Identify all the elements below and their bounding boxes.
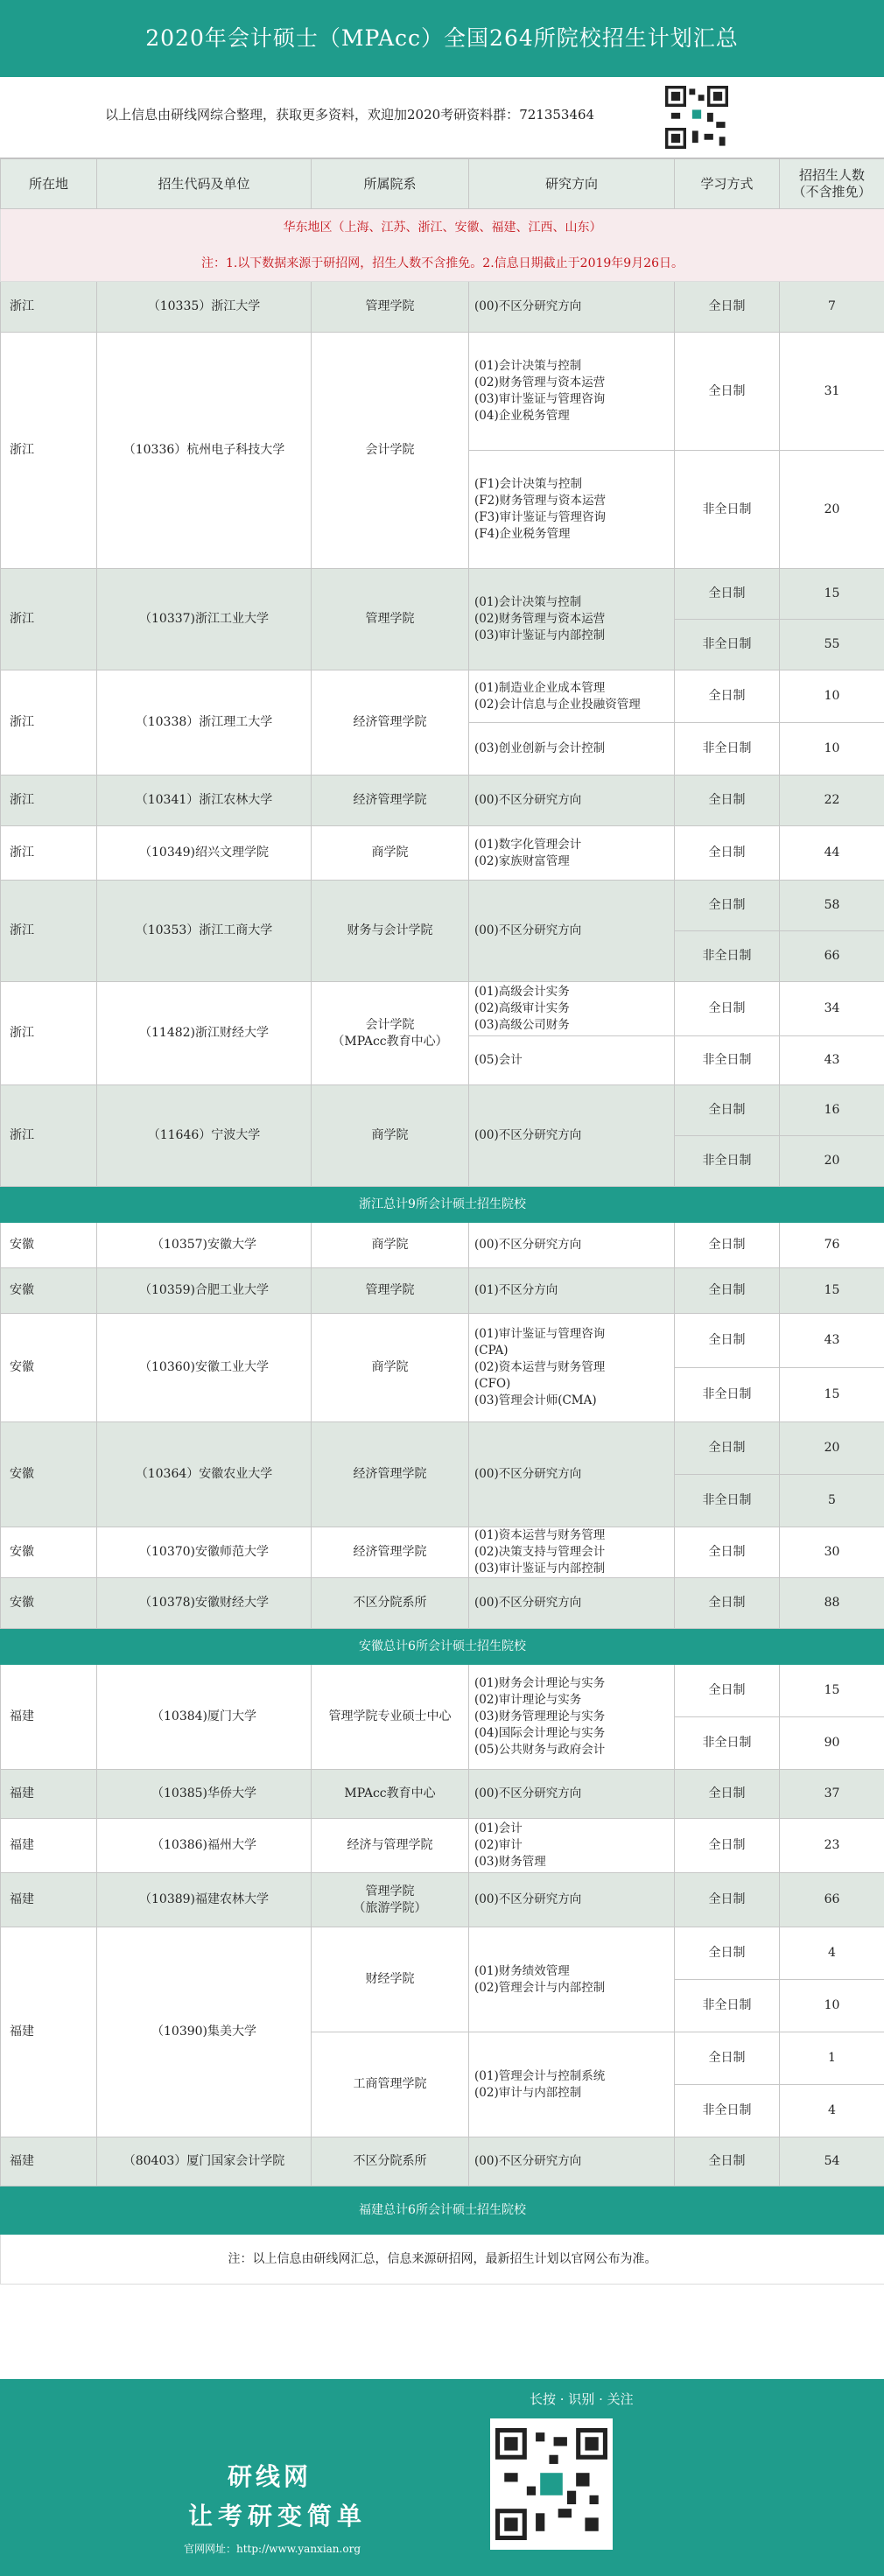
table-cell-dept: 经济管理学院 [312, 670, 469, 776]
table-cell-mode: 全日制 [675, 1873, 780, 1927]
table-cell-loc: 浙江 [1, 881, 97, 982]
table-cell-mode: 非全日制 [675, 723, 780, 776]
table-cell-mode: 非全日制 [675, 620, 780, 670]
table-cell-dir: (01)高级会计实务 (02)高级审计实务 (03)高级公司财务 [469, 982, 675, 1036]
qr-code-icon [665, 86, 728, 149]
table-cell-mode: 全日制 [675, 1268, 780, 1314]
table-cell-dir: (01)管理会计与控制系统 (02)审计与内部控制 [469, 2032, 675, 2137]
table-cell-loc: 安徽 [1, 1527, 97, 1578]
table-cell-count: 54 [780, 2137, 884, 2186]
table-cell-mode: 全日制 [675, 1085, 780, 1136]
table-cell-loc: 浙江 [1, 982, 97, 1085]
region-note: 注：1.以下数据来源于研招网，招生人数不含推免。2.信息日期截止于2019年9月26日。 [1, 246, 884, 282]
table-cell-count: 7 [780, 282, 884, 333]
table-cell-dept: 商学院 [312, 1314, 469, 1422]
table-cell-count: 58 [780, 881, 884, 931]
table-cell-count: 10 [780, 670, 884, 723]
table-cell-dept: 财经学院 [312, 1927, 469, 2032]
table-cell-dir: (00)不区分研究方向 [469, 1770, 675, 1819]
table-cell-unit: （10336）杭州电子科技大学 [97, 333, 312, 569]
table-cell-mode: 全日制 [675, 1527, 780, 1578]
table-cell-count: 1 [780, 2032, 884, 2085]
table-cell-loc: 浙江 [1, 333, 97, 569]
table-cell-unit: （10384)厦门大学 [97, 1665, 312, 1770]
table-cell-loc: 安徽 [1, 1314, 97, 1422]
table-cell-mode: 全日制 [675, 982, 780, 1036]
table-cell-loc: 浙江 [1, 776, 97, 826]
summary-fujian: 福建总计6所会计硕士招生院校 [1, 2186, 884, 2235]
table-cell-dept: 会计学院 （MPAcc教育中心） [312, 982, 469, 1085]
header-dept: 所属院系 [312, 159, 469, 209]
table-cell-dir: (01)审计鉴证与管理咨询 (CPA) (02)资本运营与财务管理 (CFO) (03)管理会计师(CMA) [469, 1314, 675, 1422]
table-cell-unit: （10338）浙江理工大学 [97, 670, 312, 776]
table-cell-mode: 非全日制 [675, 1717, 780, 1770]
table-cell-unit: （80403）厦门国家会计学院 [97, 2137, 312, 2186]
table-cell-loc: 安徽 [1, 1268, 97, 1314]
table-cell-mode: 非全日制 [675, 1036, 780, 1085]
table-cell-count: 66 [780, 1873, 884, 1927]
table-cell-count: 20 [780, 1136, 884, 1187]
table-cell-loc: 福建 [1, 1819, 97, 1873]
table-cell-loc: 浙江 [1, 1085, 97, 1187]
table-cell-mode: 全日制 [675, 1422, 780, 1475]
page-title: 2020年会计硕士（MPAcc）全国264所院校招生计划汇总 [0, 0, 884, 77]
table-cell-count: 55 [780, 620, 884, 670]
footer-banner [0, 2379, 884, 2576]
table-cell-dir: (F1)会计决策与控制 (F2)财务管理与资本运营 (F3)审计鉴证与管理咨询 (F4)企业税务管理 [469, 451, 675, 569]
header-count: 招招生人数 （不含推免） [780, 159, 884, 209]
table-cell-dir: (01)会计决策与控制 (02)财务管理与资本运营 (03)审计鉴证与管理咨询 (04)企业税务管理 [469, 333, 675, 451]
table-cell-count: 31 [780, 333, 884, 451]
table-cell-mode: 非全日制 [675, 451, 780, 569]
header-location: 所在地 [1, 159, 97, 209]
table-cell-loc: 浙江 [1, 670, 97, 776]
table-cell-mode: 全日制 [675, 282, 780, 333]
table-cell-count: 10 [780, 723, 884, 776]
table-cell-dept: 经济管理学院 [312, 1422, 469, 1527]
table-cell-mode: 全日制 [675, 881, 780, 931]
table-cell-dept: 管理学院专业硕士中心 [312, 1665, 469, 1770]
table-cell-unit: （10357)安徽大学 [97, 1223, 312, 1268]
table-cell-count: 76 [780, 1223, 884, 1268]
table-cell-mode: 全日制 [675, 670, 780, 723]
table-cell-dept: MPAcc教育中心 [312, 1770, 469, 1819]
table-cell-dir: (00)不区分研究方向 [469, 881, 675, 982]
table-cell-mode: 全日制 [675, 1314, 780, 1368]
table-cell-loc: 福建 [1, 1665, 97, 1770]
table-cell-mode: 非全日制 [675, 2085, 780, 2137]
table-cell-mode: 全日制 [675, 2032, 780, 2085]
table-cell-loc: 浙江 [1, 282, 97, 333]
table-cell-dept: 商学院 [312, 1085, 469, 1187]
table-cell-dir: (00)不区分研究方向 [469, 1223, 675, 1268]
table-cell-unit: （10337)浙江工业大学 [97, 569, 312, 670]
follow-text: 长按 · 识别 · 关注 [530, 2391, 634, 2407]
table-cell-count: 22 [780, 776, 884, 826]
table-cell-mode: 全日制 [675, 1819, 780, 1873]
table-cell-dir: (01)财务绩效管理 (02)管理会计与内部控制 [469, 1927, 675, 2032]
table-cell-mode: 全日制 [675, 1770, 780, 1819]
table-cell-unit: （10370)安徽师范大学 [97, 1527, 312, 1578]
table-cell-mode: 全日制 [675, 1578, 780, 1629]
table-cell-count: 90 [780, 1717, 884, 1770]
table-cell-dept: 经济与管理学院 [312, 1819, 469, 1873]
table-cell-dir: (00)不区分研究方向 [469, 2137, 675, 2186]
table-cell-count: 34 [780, 982, 884, 1036]
table-cell-dept: 不区分院系所 [312, 1578, 469, 1629]
table-cell-mode: 非全日制 [675, 1368, 780, 1422]
table-cell-dept: 经济管理学院 [312, 1527, 469, 1578]
table-cell-dept: 管理学院 （旅游学院） [312, 1873, 469, 1927]
table-cell-dept: 会计学院 [312, 333, 469, 569]
table-cell-loc: 浙江 [1, 569, 97, 670]
table-cell-unit: （10364）安徽农业大学 [97, 1422, 312, 1527]
table-cell-count: 15 [780, 1368, 884, 1422]
table-cell-dir: (01)会计决策与控制 (02)财务管理与资本运营 (03)审计鉴证与内部控制 [469, 569, 675, 670]
header-mode: 学习方式 [675, 159, 780, 209]
table-cell-unit: （10353）浙江工商大学 [97, 881, 312, 982]
table-cell-loc: 福建 [1, 1770, 97, 1819]
table-cell-dir: (00)不区分研究方向 [469, 1873, 675, 1927]
table-cell-mode: 全日制 [675, 776, 780, 826]
table-cell-mode: 全日制 [675, 333, 780, 451]
table-cell-count: 23 [780, 1819, 884, 1873]
table-cell-dept: 工商管理学院 [312, 2032, 469, 2137]
table-cell-unit: （10349)绍兴文理学院 [97, 826, 312, 881]
table-cell-dept: 管理学院 [312, 282, 469, 333]
table-cell-count: 88 [780, 1578, 884, 1629]
header-direction: 研究方向 [469, 159, 675, 209]
table-cell-dir: (00)不区分研究方向 [469, 1422, 675, 1527]
table-cell-unit: （10341）浙江农林大学 [97, 776, 312, 826]
table-cell-loc: 福建 [1, 1927, 97, 2137]
table-cell-dir: (00)不区分研究方向 [469, 776, 675, 826]
table-cell-mode: 全日制 [675, 1223, 780, 1268]
table-cell-count: 4 [780, 1927, 884, 1980]
table-cell-unit: （10390)集美大学 [97, 1927, 312, 2137]
table-cell-unit: （11482)浙江财经大学 [97, 982, 312, 1085]
table-cell-count: 43 [780, 1314, 884, 1368]
table-cell-unit: （10335）浙江大学 [97, 282, 312, 333]
table-cell-count: 16 [780, 1085, 884, 1136]
table-cell-loc: 福建 [1, 1873, 97, 1927]
table-cell-count: 43 [780, 1036, 884, 1085]
table-cell-dept: 商学院 [312, 1223, 469, 1268]
website-url: 官网网址：http://www.yanxian.org [184, 2543, 361, 2555]
table-cell-loc: 安徽 [1, 1422, 97, 1527]
table-cell-count: 20 [780, 451, 884, 569]
table-cell-dir: (01)数字化管理会计 (02)家族财富管理 [469, 826, 675, 881]
table-cell-loc: 福建 [1, 2137, 97, 2186]
table-cell-dir: (00)不区分研究方向 [469, 1578, 675, 1629]
table-cell-mode: 全日制 [675, 1927, 780, 1980]
table-cell-mode: 全日制 [675, 826, 780, 881]
table-cell-count: 15 [780, 1665, 884, 1717]
table-cell-dir: (01)财务会计理论与实务 (02)审计理论与实务 (03)财务管理理论与实务 (04)国际会计理论与实务 (05)公共财务与政府会计 [469, 1665, 675, 1770]
table-cell-dept: 管理学院 [312, 1268, 469, 1314]
table-cell-dir: (01)不区分方向 [469, 1268, 675, 1314]
footnote: 注：以上信息由研线网汇总，信息来源研招网，最新招生计划以官网公布为准。 [1, 2235, 884, 2285]
group-number: 721353464 [519, 107, 595, 123]
brand-name: 研线网 [228, 2462, 312, 2491]
table-cell-count: 10 [780, 1980, 884, 2032]
table-cell-dept: 管理学院 [312, 569, 469, 670]
table-cell-count: 66 [780, 931, 884, 982]
brand-slogan: 让考研变简单 [188, 2502, 368, 2530]
table-cell-loc: 安徽 [1, 1223, 97, 1268]
table-cell-dir: (01)会计 (02)审计 (03)财务管理 [469, 1819, 675, 1873]
table-cell-count: 30 [780, 1527, 884, 1578]
table-cell-mode: 全日制 [675, 1665, 780, 1717]
table-cell-unit: （10378)安徽财经大学 [97, 1578, 312, 1629]
table-cell-dept: 商学院 [312, 826, 469, 881]
table-cell-dir: (01)资本运营与财务管理 (02)决策支持与管理会计 (03)审计鉴证与内部控制 [469, 1527, 675, 1578]
table-cell-unit: （11646）宁波大学 [97, 1085, 312, 1187]
table-cell-unit: （10386)福州大学 [97, 1819, 312, 1873]
summary-zhejiang: 浙江总计9所会计硕士招生院校 [1, 1187, 884, 1223]
region-name: 华东地区（上海、江苏、浙江、安徽、福建、江西、山东） [1, 209, 884, 247]
table-cell-dir: (01)制造业企业成本管理 (02)会计信息与企业投融资管理 [469, 670, 675, 723]
table-cell-mode: 非全日制 [675, 1136, 780, 1187]
table-cell-unit: （10360)安徽工业大学 [97, 1314, 312, 1422]
table-cell-count: 4 [780, 2085, 884, 2137]
table-cell-unit: （10389)福建农林大学 [97, 1873, 312, 1927]
table-cell-loc: 浙江 [1, 826, 97, 881]
table-cell-count: 20 [780, 1422, 884, 1475]
qr-code-icon[interactable] [490, 2418, 613, 2550]
table-cell-loc: 安徽 [1, 1578, 97, 1629]
table-cell-count: 15 [780, 1268, 884, 1314]
table-cell-dept: 不区分院系所 [312, 2137, 469, 2186]
admission-table [0, 158, 884, 2285]
table-cell-unit: （10359)合肥工业大学 [97, 1268, 312, 1314]
table-cell-dept: 财务与会计学院 [312, 881, 469, 982]
header-code-unit: 招生代码及单位 [97, 159, 312, 209]
table-cell-mode: 全日制 [675, 2137, 780, 2186]
intro-text: 以上信息由研线网综合整理，获取更多资料，欢迎加2020考研资料群： [105, 107, 520, 123]
table-cell-mode: 全日制 [675, 569, 780, 620]
table-cell-unit: （10385)华侨大学 [97, 1770, 312, 1819]
table-cell-dept: 经济管理学院 [312, 776, 469, 826]
table-cell-mode: 非全日制 [675, 1980, 780, 2032]
table-cell-dir: (05)会计 [469, 1036, 675, 1085]
table-cell-dir: (03)创业创新与会计控制 [469, 723, 675, 776]
table-cell-count: 5 [780, 1475, 884, 1527]
table-cell-dir: (00)不区分研究方向 [469, 282, 675, 333]
table-cell-count: 37 [780, 1770, 884, 1819]
table-cell-count: 15 [780, 569, 884, 620]
summary-anhui: 安徽总计6所会计硕士招生院校 [1, 1629, 884, 1665]
table-cell-mode: 非全日制 [675, 931, 780, 982]
table-cell-count: 44 [780, 826, 884, 881]
table-cell-dir: (00)不区分研究方向 [469, 1085, 675, 1187]
intro-banner [0, 77, 884, 158]
table-cell-mode: 非全日制 [675, 1475, 780, 1527]
